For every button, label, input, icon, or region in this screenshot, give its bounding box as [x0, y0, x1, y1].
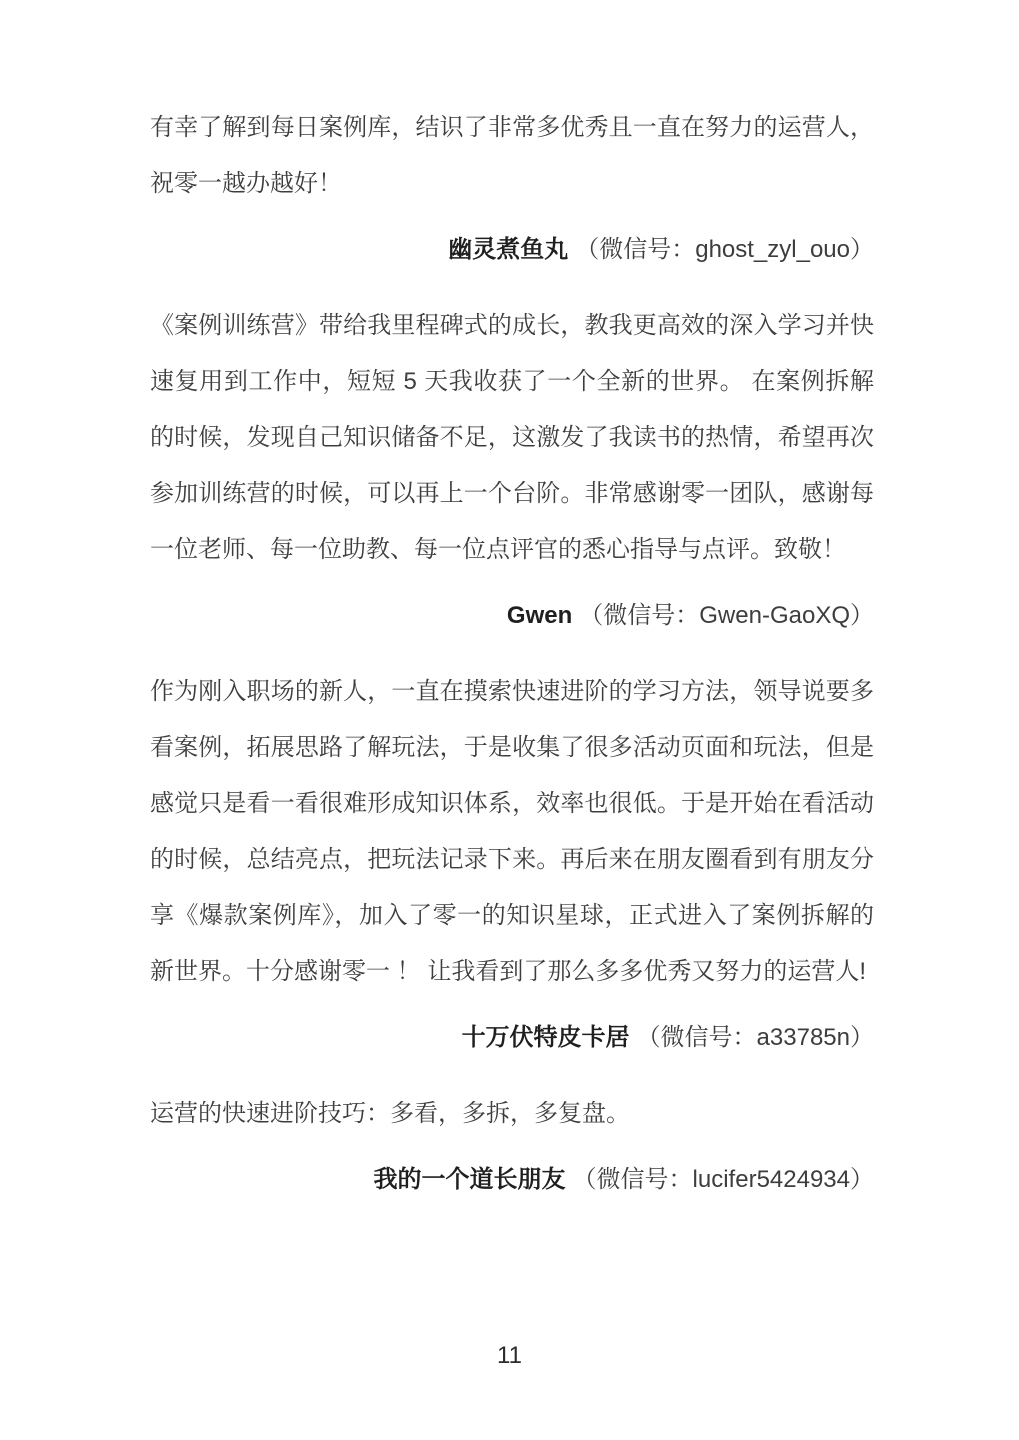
page-number: 11: [497, 1342, 522, 1369]
testimonial-paragraph: 作为刚入职场的新人，一直在摸索快速进阶的学习方法，领导说要多看案例，拓展思路了解玩法，于是收集了很多活动页面和玩法，但是感觉只是看一看很难形成知识体系，效率也很低。于是开始在看活动的时候，总结亮点，把玩法记录下来。再后来在朋友圈看到有朋友分享《爆款案例库》，加入了零一的知识星球，正式进入了案例拆解的新世界。十分感谢零一 ！ 让我看到了那么多多优秀又努力的运营人!: [150, 678, 874, 985]
signer-name: Gwen: [506, 602, 573, 629]
wechat-id: （微信号：a33785n）: [636, 1024, 874, 1051]
signer-name: 十万伏特皮卡居: [461, 1024, 630, 1051]
wechat-id: （微信号：ghost_zyl_ouo）: [575, 236, 874, 263]
testimonial-signature: [150, 222, 874, 278]
signer-name: 幽灵煮鱼丸: [448, 236, 569, 263]
wechat-id: （微信号：Gwen-GaoXQ）: [579, 602, 874, 629]
testimonial-signature: [150, 1010, 874, 1066]
testimonial-paragraph: 有幸了解到每日案例库，结识了非常多优秀且一直在努力的运营人，祝零一越办越好！: [150, 114, 874, 197]
testimonial-signature: [150, 588, 874, 644]
signer-name: 我的一个道长朋友: [373, 1166, 566, 1193]
testimonial-paragraph: 运营的快速进阶技巧：多看，多拆，多复盘。: [150, 1100, 630, 1127]
testimonial-paragraph: 《案例训练营》带给我里程碑式的成长，教我更高效的深入学习并快速复用到工作中，短短 5 天我收获了一个全新的世界。 在案例拆解的时候，发现自己知识储备不足，这激发了我读书的热情，希望再次参加训练营的时候，可以再上一个台阶。非常感谢零一团队，感谢每一位老师、每一位助教、每一位点评官的悉心指导与点评。致敬！: [150, 312, 874, 563]
testimonial-signature: [150, 1152, 874, 1208]
wechat-id: （微信号：lucifer5424934）: [572, 1166, 874, 1193]
